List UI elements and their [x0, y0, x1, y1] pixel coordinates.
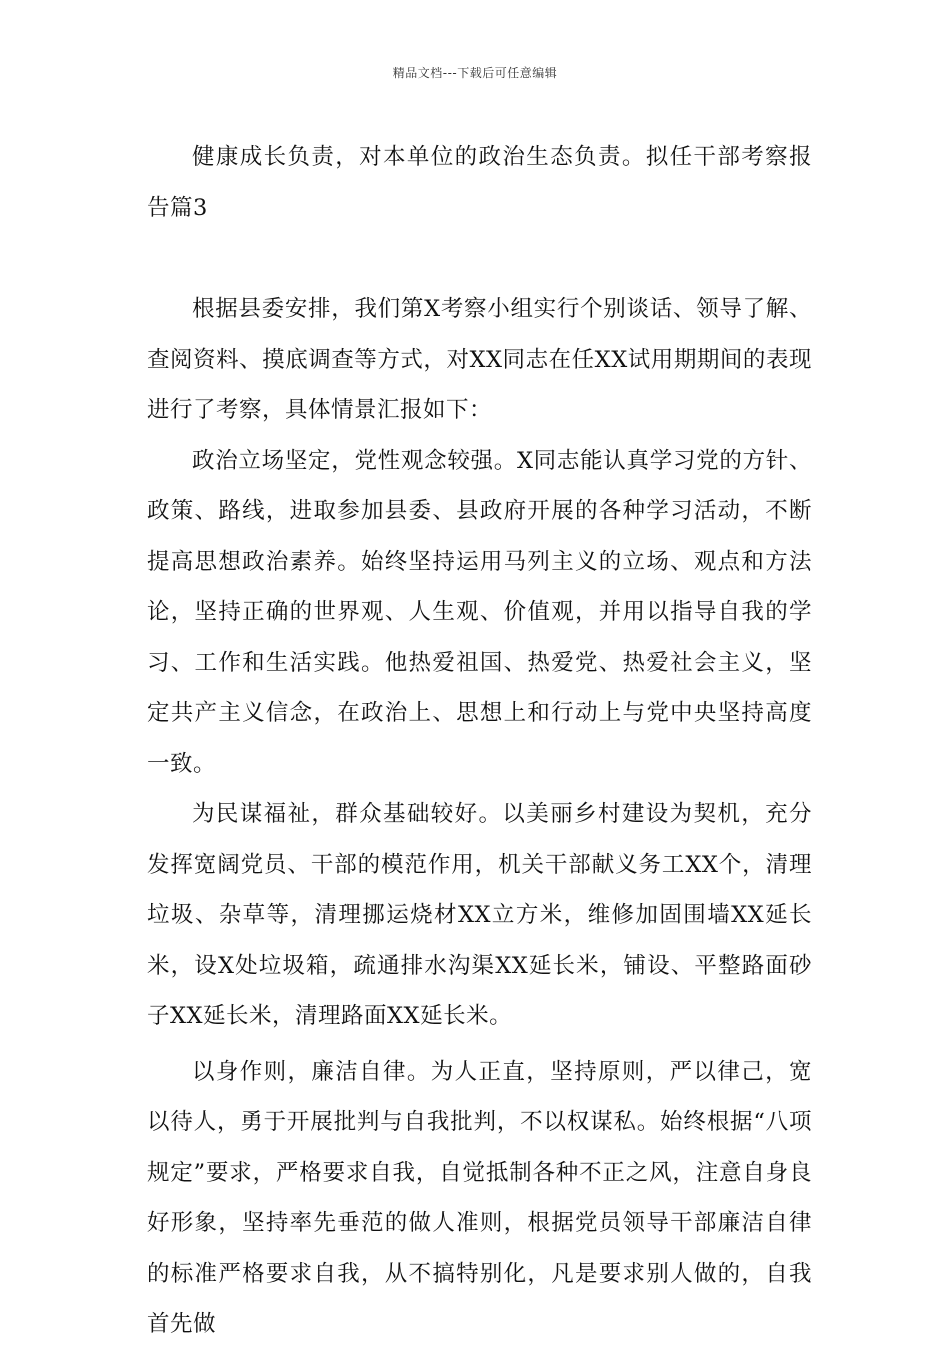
page-header: 精品文档---下载后可任意编辑 [392, 66, 558, 80]
paragraph-political-stance: 政治立场坚定，党性观念较强。X同志能认真学习党的方针、政策、路线，进取参加县委、县政府开展的各种学习活动，不断提高思想政治素养。始终坚持运用马列主义的立场、观点和方法论，坚持正确的世界观、人生观、价值观，并用以指导自我的学习、工作和生活实践。他热爱祖国、热爱党、热爱社会主义，坚定共产主义信念，在政治上、思想上和行动上与党中央坚持高度一致。 [147, 447, 812, 777]
paragraph-intro: 根据县委安排，我们第X考察小组实行个别谈话、领导了解、查阅资料、摸底调查等方式，对XX同志在任XX试用期期间的表现进行了考察，具体情景汇报如下： [147, 296, 812, 423]
document-body [147, 132, 812, 1350]
paragraph-continuation: 健康成长负责，对本单位的政治生态负责。拟任干部考察报告篇3 [147, 144, 812, 221]
paragraph-integrity: 以身作则，廉洁自律。为人正直，坚持原则，严以律己，宽以待人，勇于开展批判与自我批判，不以权谋私。始终根据“八项规定”要求，严格要求自我，自觉抵制各种不正之风，注意自身良好形象，坚持率先垂范的做人准则，根据党员领导干部廉洁自律的标准严格要求自我，从不搞特别化，凡是要求别人做的，自我首先做 [147, 1058, 812, 1337]
paragraph-gap [147, 233, 812, 284]
paragraph-public-welfare: 为民谋福祉，群众基础较好。以美丽乡村建设为契机，充分发挥宽阔党员、干部的模范作用，机关干部献义务工XX个，清理垃圾、杂草等，清理挪运烧材XX立方米，维修加固围墙XX延长米，设X处垃圾箱，疏通排水沟渠XX延长米，铺设、平整路面砂子XX延长米，清理路面XX延长米。 [147, 801, 812, 1029]
